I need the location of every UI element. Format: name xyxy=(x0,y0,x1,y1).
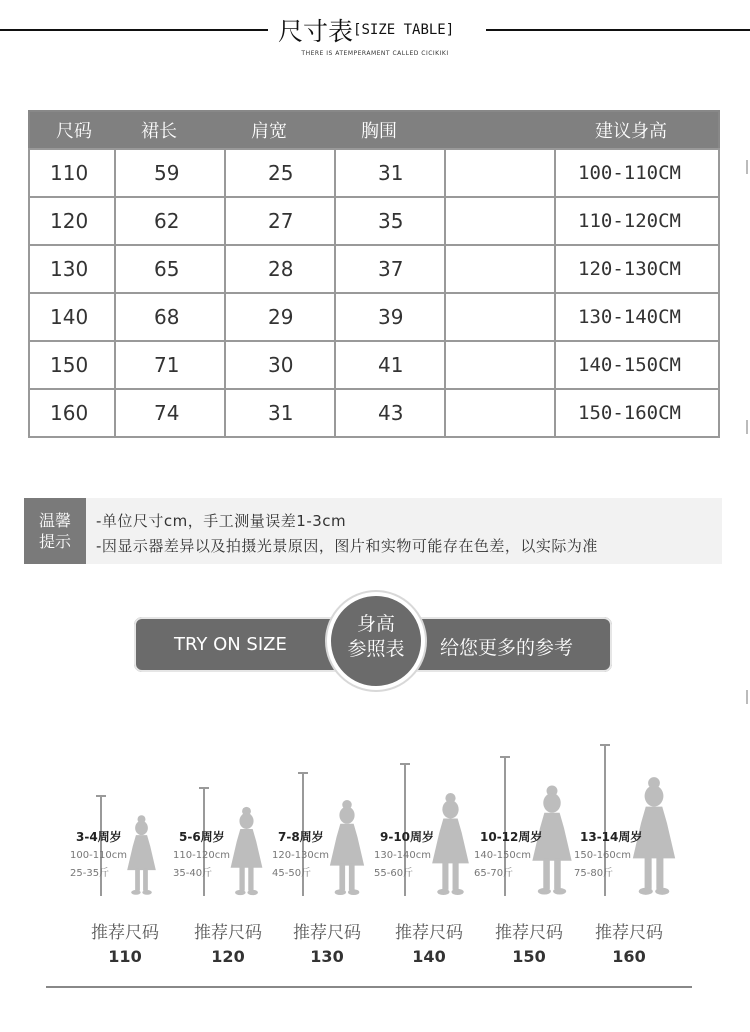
kid-height-range: 110-120cm xyxy=(173,850,231,861)
banner-left-text: TRY ON SIZE xyxy=(174,634,287,655)
cell-dress-length: 74 xyxy=(115,389,225,437)
kid-weight-range: 65-70斤 xyxy=(474,868,514,879)
kid-age-label: 10-12周岁 xyxy=(480,830,543,844)
recommended-size-label: 推荐尺码 xyxy=(194,923,262,943)
cell-blank xyxy=(445,389,555,437)
kid-age-label: 13-14周岁 xyxy=(580,830,643,844)
cell-dress-length: 68 xyxy=(115,293,225,341)
edge-mark xyxy=(746,420,748,434)
cell-dress-length: 62 xyxy=(115,197,225,245)
recommended-size-value: 150 xyxy=(512,947,546,966)
header-shoulder: 肩宽 xyxy=(225,111,335,149)
cell-blank xyxy=(445,293,555,341)
cell-blank xyxy=(445,341,555,389)
tips-label-line1: 温馨 xyxy=(38,511,71,530)
recommended-size-label: 推荐尺码 xyxy=(495,923,563,943)
header-line-left xyxy=(0,29,268,31)
kid-weight-range: 35-40斤 xyxy=(173,868,213,879)
child-silhouette-icon xyxy=(326,799,368,896)
cell-dress-length: 71 xyxy=(115,341,225,389)
kid-weight-range: 75-80斤 xyxy=(574,868,614,879)
table-row xyxy=(29,293,719,341)
kid-age-label: 5-6周岁 xyxy=(179,830,225,844)
cell-shoulder: 31 xyxy=(225,389,335,437)
cell-size: 130 xyxy=(29,245,115,293)
cell-recommended-height: 130-140CM xyxy=(555,293,719,341)
cell-blank xyxy=(445,245,555,293)
cell-recommended-height: 150-160CM xyxy=(555,389,719,437)
tips-box xyxy=(24,498,722,564)
page-title xyxy=(278,12,488,48)
table-row xyxy=(29,197,719,245)
kid-age-label: 9-10周岁 xyxy=(380,830,435,844)
tip-line-color: -因显示器差异以及拍摄光景原因，图片和实物可能存在色差，以实际为准 xyxy=(96,537,598,555)
cell-shoulder: 30 xyxy=(225,341,335,389)
cell-size: 160 xyxy=(29,389,115,437)
header-chest: 胸围 xyxy=(335,111,445,149)
tips-label xyxy=(24,498,86,564)
cell-shoulder: 29 xyxy=(225,293,335,341)
banner-circle-line1: 身高 xyxy=(356,613,395,635)
cell-dress-length: 59 xyxy=(115,149,225,197)
table-row xyxy=(29,149,719,197)
cell-shoulder: 27 xyxy=(225,197,335,245)
cell-size: 140 xyxy=(29,293,115,341)
ruler-cap xyxy=(199,787,209,789)
kid-age-label: 3-4周岁 xyxy=(76,830,122,844)
ruler-cap xyxy=(96,795,106,797)
cell-chest: 35 xyxy=(335,197,445,245)
cell-shoulder: 25 xyxy=(225,149,335,197)
size-table xyxy=(28,110,720,438)
cell-chest: 41 xyxy=(335,341,445,389)
ruler-cap xyxy=(400,763,410,765)
cell-size: 120 xyxy=(29,197,115,245)
kid-height-range: 100-110cm xyxy=(70,850,128,861)
baseline-divider xyxy=(46,986,692,988)
child-silhouette-icon xyxy=(227,806,266,896)
page-title-cn: 尺寸表 xyxy=(278,17,354,46)
recommended-size-value: 110 xyxy=(108,947,142,966)
height-ruler-icon xyxy=(100,795,102,896)
recommended-size-label: 推荐尺码 xyxy=(91,923,159,943)
page-title-en: [SIZE TABLE] xyxy=(353,22,455,38)
cell-chest: 31 xyxy=(335,149,445,197)
kid-height-range: 140-150cm xyxy=(474,850,532,861)
recommended-size-label: 推荐尺码 xyxy=(395,923,463,943)
edge-mark xyxy=(746,690,748,704)
banner-circle-text xyxy=(327,612,425,662)
recommended-size-value: 160 xyxy=(612,947,646,966)
table-row xyxy=(29,389,719,437)
cell-recommended-height: 110-120CM xyxy=(555,197,719,245)
cell-size: 150 xyxy=(29,341,115,389)
header-size: 尺码 xyxy=(29,111,115,149)
header-dress-length: 裙长 xyxy=(115,111,225,149)
ruler-cap xyxy=(500,756,510,758)
kid-height-range: 150-160cm xyxy=(574,850,632,861)
tip-line-unit: -单位尺寸cm，手工测量误差1-3cm xyxy=(96,512,347,530)
tips-label-line2: 提示 xyxy=(38,532,71,551)
page-subtitle: THERE IS ATEMPERAMENT CALLED CICIKIKI xyxy=(301,50,449,57)
header-blank xyxy=(445,111,555,149)
kid-height-range: 130-140cm xyxy=(374,850,432,861)
cell-chest: 43 xyxy=(335,389,445,437)
recommended-size-value: 130 xyxy=(310,947,344,966)
cell-dress-length: 65 xyxy=(115,245,225,293)
recommended-size-value: 120 xyxy=(211,947,245,966)
recommended-size-label: 推荐尺码 xyxy=(595,923,663,943)
kid-age-label: 7-8周岁 xyxy=(278,830,324,844)
cell-blank xyxy=(445,149,555,197)
cell-shoulder: 28 xyxy=(225,245,335,293)
recommended-size-label: 推荐尺码 xyxy=(293,923,361,943)
table-row xyxy=(29,245,719,293)
child-silhouette-icon xyxy=(428,792,473,896)
table-row xyxy=(29,341,719,389)
kid-weight-range: 55-60斤 xyxy=(374,868,414,879)
header-line-right xyxy=(486,29,750,31)
cell-chest: 39 xyxy=(335,293,445,341)
kid-weight-range: 25-35斤 xyxy=(70,868,110,879)
table-header-row xyxy=(29,111,719,149)
cell-blank xyxy=(445,197,555,245)
cell-chest: 37 xyxy=(335,245,445,293)
banner-circle-line2: 参照表 xyxy=(347,638,405,660)
recommended-size-value: 140 xyxy=(412,947,446,966)
child-silhouette-icon xyxy=(124,814,159,896)
cell-recommended-height: 100-110CM xyxy=(555,149,719,197)
cell-recommended-height: 120-130CM xyxy=(555,245,719,293)
ruler-cap xyxy=(298,772,308,774)
kid-weight-range: 45-50斤 xyxy=(272,868,312,879)
cell-size: 110 xyxy=(29,149,115,197)
ruler-cap xyxy=(600,744,610,746)
edge-mark xyxy=(746,160,748,174)
header-recommended-height: 建议身高 xyxy=(555,111,719,149)
banner-right-text: 给您更多的参考 xyxy=(440,637,574,659)
cell-recommended-height: 140-150CM xyxy=(555,341,719,389)
kid-height-range: 120-130cm xyxy=(272,850,330,861)
